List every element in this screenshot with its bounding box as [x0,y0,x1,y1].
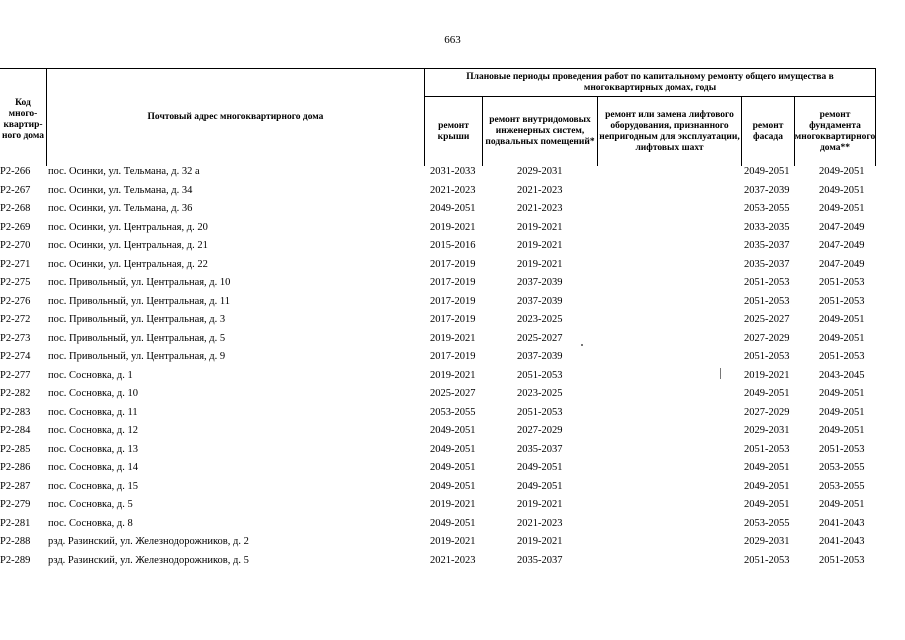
cell-facade: 2037-2039 [744,184,790,196]
cell-address: пос. Сосновка, д. 12 [48,425,138,436]
cell-roof: 2025-2027 [430,388,476,399]
cell-code: Р2-287 [0,480,31,492]
cell-foundation: 2041-2043 [819,536,865,547]
header-roof: ремонт крыши [437,120,470,142]
cell-systems: 2019-2021 [517,258,563,270]
cell-address: пос. Привольный, ул. Центральная, д. 11 [48,295,231,307]
table-row [0,534,905,552]
cell-facade: 2051-2053 [744,443,790,455]
table-row [0,460,905,478]
header-elevator: ремонт или замена лифтового оборудования, признанного непригодным для эксплуатации, лифтовых шахт [599,109,740,153]
cell-roof: 2049-2051 [430,517,476,529]
header-foundation: ремонт фундамента многоквартирного дома** [794,109,876,153]
header-facade: ремонт фасада [752,120,784,142]
table-row [0,257,905,275]
cell-roof: 2019-2021 [430,536,476,547]
cell-address: пос. Сосновка, д. 14 [48,462,138,473]
cell-address: пос. Осинки, ул. Тельмана, д. 32 а [48,166,200,177]
cell-code: Р2-289 [0,554,31,566]
cell-code: Р2-266 [0,166,31,177]
cell-facade: 2029-2031 [744,536,790,547]
cell-systems: 2025-2027 [517,332,563,344]
cell-code: Р2-284 [0,425,31,436]
cell-facade: 2033-2035 [744,221,790,233]
cell-roof: 2019-2021 [430,332,476,344]
cell-foundation: 2051-2053 [819,277,865,288]
cell-code: Р2-281 [0,517,31,529]
cell-address: пос. Привольный, ул. Центральная, д. 3 [48,314,226,325]
cell-code: Р2-282 [0,388,31,399]
cell-roof: 2019-2021 [430,221,476,233]
scan-mark [720,368,721,379]
cell-facade: 2053-2055 [744,203,790,214]
cell-roof: 2015-2016 [430,240,476,251]
cell-address: пос. Сосновка, д. 8 [48,517,133,529]
cell-roof: 2017-2019 [430,351,476,362]
cell-facade: 2027-2029 [744,332,790,344]
cell-address: пос. Сосновка, д. 1 [48,369,133,381]
cell-code: Р2-285 [0,443,31,455]
cell-code: Р2-288 [0,536,31,547]
cell-address: пос. Сосновка, д. 15 [48,480,138,492]
cell-facade: 2053-2055 [744,517,790,529]
cell-systems: 2021-2023 [517,184,563,196]
cell-systems: 2035-2037 [517,554,563,566]
table-row [0,386,905,404]
cell-systems: 2021-2023 [517,517,563,529]
cell-systems: 2049-2051 [517,480,563,492]
table-row [0,497,905,515]
cell-roof: 2049-2051 [430,425,476,436]
cell-address: пос. Осинки, ул. Центральная, д. 22 [48,258,208,270]
cell-systems: 2051-2053 [517,369,563,381]
table-row [0,368,905,386]
cell-address: пос. Привольный, ул. Центральная, д. 9 [48,351,226,362]
table-header [0,68,905,166]
cell-facade: 2051-2053 [744,351,790,362]
cell-facade: 2019-2021 [744,369,790,381]
cell-code: Р2-277 [0,369,31,381]
cell-roof: 2031-2033 [430,166,476,177]
cell-systems: 2027-2029 [517,425,563,436]
table-row [0,479,905,497]
cell-address: пос. Осинки, ул. Центральная, д. 20 [48,221,208,233]
table-row [0,442,905,460]
table-row [0,516,905,534]
cell-code: Р2-271 [0,258,31,270]
cell-address: пос. Сосновка, д. 10 [48,388,138,399]
table-row [0,349,905,367]
cell-foundation: 2051-2053 [819,443,865,455]
cell-foundation: 2049-2051 [819,314,865,325]
cell-address: рзд. Разинский, ул. Железнодорожников, д. 5 [48,554,249,566]
cell-roof: 2021-2023 [430,184,476,196]
table-row [0,423,905,441]
cell-systems: 2037-2039 [517,277,563,288]
cell-roof: 2017-2019 [430,277,476,288]
cell-systems: 2019-2021 [517,499,563,510]
cell-code: Р2-283 [0,406,31,418]
table-row [0,275,905,293]
cell-roof: 2017-2019 [430,295,476,307]
cell-roof: 2017-2019 [430,314,476,325]
scan-mark [581,344,583,346]
cell-systems: 2051-2053 [517,406,563,418]
cell-code: Р2-286 [0,462,31,473]
cell-address: пос. Привольный, ул. Центральная, д. 5 [48,332,226,344]
table-row [0,201,905,219]
cell-foundation: 2053-2055 [819,480,865,492]
cell-code: Р2-273 [0,332,31,344]
cell-foundation: 2049-2051 [819,388,865,399]
cell-facade: 2035-2037 [744,240,790,251]
cell-systems: 2049-2051 [517,462,563,473]
cell-code: Р2-274 [0,351,31,362]
table-row [0,183,905,201]
cell-roof: 2017-2019 [430,258,476,270]
cell-roof: 2053-2055 [430,406,476,418]
cell-facade: 2029-2031 [744,425,790,436]
header-periods: Плановые периоды проведения работ по капитальному ремонту общего имущества в многоквартирных домах, годы [466,71,834,93]
cell-address: пос. Осинки, ул. Тельмана, д. 34 [48,184,193,196]
cell-code: Р2-269 [0,221,31,233]
header-code: Код много-квартир-ного дома [2,98,44,141]
cell-address: пос. Осинки, ул. Центральная, д. 21 [48,240,208,251]
cell-roof: 2049-2051 [430,480,476,492]
cell-roof: 2021-2023 [430,554,476,566]
cell-foundation: 2053-2055 [819,462,865,473]
cell-address: пос. Сосновка, д. 11 [48,406,138,418]
table-row [0,164,905,182]
cell-code: Р2-275 [0,277,31,288]
cell-address: пос. Сосновка, д. 5 [48,499,133,510]
cell-foundation: 2049-2051 [819,332,865,344]
cell-foundation: 2049-2051 [819,166,865,177]
cell-facade: 2051-2053 [744,554,790,566]
cell-code: Р2-276 [0,295,31,307]
cell-facade: 2051-2053 [744,277,790,288]
cell-roof: 2049-2051 [430,203,476,214]
cell-systems: 2019-2021 [517,240,563,251]
cell-foundation: 2051-2053 [819,351,865,362]
cell-systems: 2037-2039 [517,295,563,307]
cell-systems: 2023-2025 [517,314,563,325]
cell-facade: 2049-2051 [744,388,790,399]
cell-address: пос. Сосновка, д. 13 [48,443,138,455]
header-systems: ремонт внутридомовых инженерных систем, подвальных помещений* [485,115,595,147]
cell-systems: 2029-2031 [517,166,563,177]
cell-systems: 2019-2021 [517,536,563,547]
cell-address: рзд. Разинский, ул. Железнодорожников, д. 2 [48,536,249,547]
cell-systems: 2037-2039 [517,351,563,362]
cell-systems: 2035-2037 [517,443,563,455]
cell-facade: 2049-2051 [744,480,790,492]
cell-address: пос. Привольный, ул. Центральная, д. 10 [48,277,231,288]
page-number: 663 [444,34,461,46]
cell-address: пос. Осинки, ул. Тельмана, д. 36 [48,203,193,214]
cell-code: Р2-272 [0,314,31,325]
cell-foundation: 2049-2051 [819,406,865,418]
cell-foundation: 2049-2051 [819,499,865,510]
cell-foundation: 2043-2045 [819,369,865,381]
cell-foundation: 2047-2049 [819,240,865,251]
table-row [0,312,905,330]
cell-foundation: 2047-2049 [819,258,865,270]
cell-roof: 2019-2021 [430,369,476,381]
table-row [0,238,905,256]
cell-facade: 2049-2051 [744,499,790,510]
cell-foundation: 2049-2051 [819,203,865,214]
table-row [0,553,905,571]
cell-facade: 2025-2027 [744,314,790,325]
cell-foundation: 2047-2049 [819,221,865,233]
cell-facade: 2051-2053 [744,295,790,307]
cell-foundation: 2049-2051 [819,425,865,436]
cell-foundation: 2049-2051 [819,184,865,196]
cell-systems: 2021-2023 [517,203,563,214]
cell-systems: 2019-2021 [517,221,563,233]
cell-code: Р2-268 [0,203,31,214]
cell-foundation: 2041-2043 [819,517,865,529]
cell-foundation: 2051-2053 [819,295,865,307]
cell-code: Р2-270 [0,240,31,251]
cell-code: Р2-267 [0,184,31,196]
table-row [0,294,905,312]
cell-facade: 2049-2051 [744,166,790,177]
cell-roof: 2049-2051 [430,462,476,473]
table-row [0,331,905,349]
cell-foundation: 2051-2053 [819,554,865,566]
cell-roof: 2019-2021 [430,499,476,510]
cell-roof: 2049-2051 [430,443,476,455]
cell-code: Р2-279 [0,499,31,510]
cell-facade: 2027-2029 [744,406,790,418]
cell-systems: 2023-2025 [517,388,563,399]
table-row [0,220,905,238]
table-row [0,405,905,423]
cell-facade: 2035-2037 [744,258,790,270]
cell-facade: 2049-2051 [744,462,790,473]
header-address: Почтовый адрес многоквартирного дома [147,111,324,122]
